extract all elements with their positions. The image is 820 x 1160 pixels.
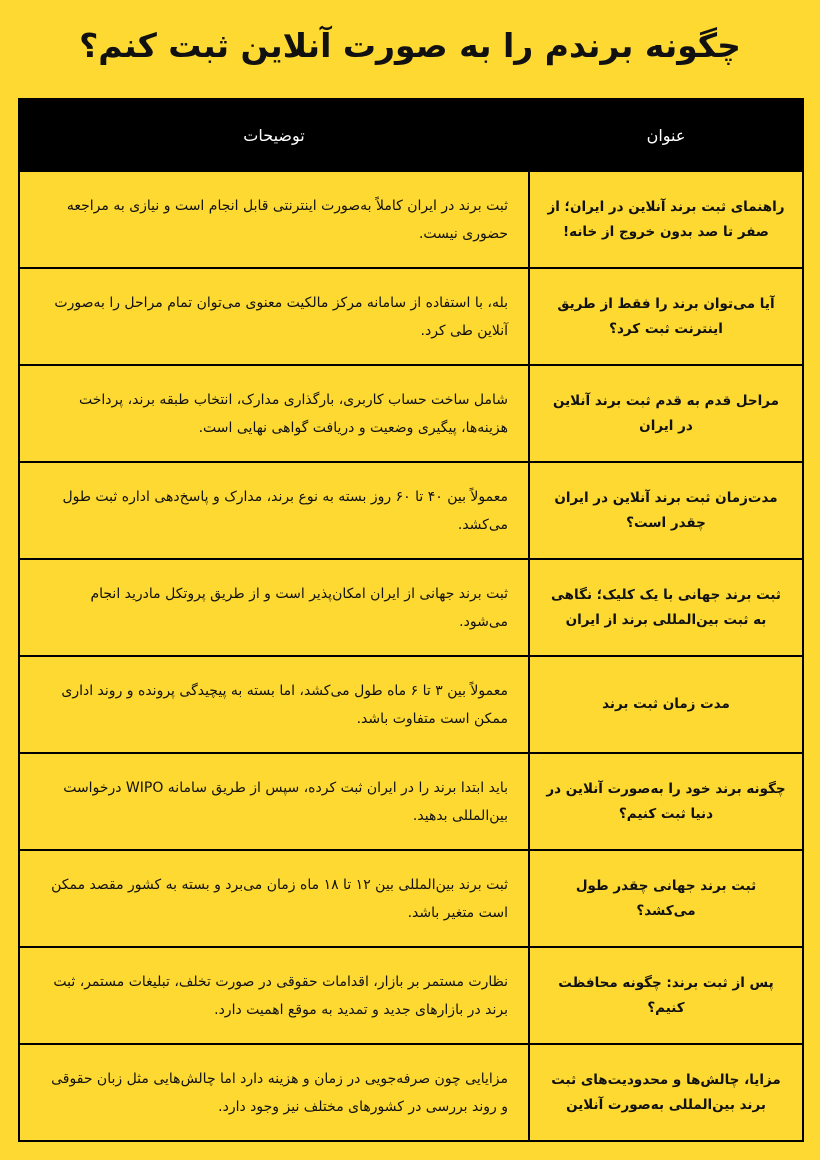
table-header-row xyxy=(19,99,803,171)
table-row xyxy=(19,268,803,365)
row-description: ثبت برند در ایران کاملاً به‌صورت اینترنتی قابل انجام است و نیازی به مراجعه حضوری نیست. xyxy=(19,171,529,268)
row-description: شامل ساخت حساب کاربری، بارگذاری مدارک، انتخاب طبقه برند، پرداخت هزینه‌ها، پیگیری وضعیت و دریافت گواهی نهایی است. xyxy=(19,365,529,462)
table-row xyxy=(19,1044,803,1141)
row-title: مدت زمان ثبت برند xyxy=(529,656,803,753)
row-title: ثبت برند جهانی با یک کلیک؛ نگاهی به ثبت بین‌المللی برند از ایران xyxy=(529,559,803,656)
table-row xyxy=(19,947,803,1044)
row-title: آیا می‌توان برند را فقط از طریق اینترنت ثبت کرد؟ xyxy=(529,268,803,365)
row-title: مزایا، چالش‌ها و محدودیت‌های ثبت برند بین‌المللی به‌صورت آنلاین xyxy=(529,1044,803,1141)
table-row xyxy=(19,656,803,753)
column-header-description: توضیحات xyxy=(19,99,529,171)
row-description: ثبت برند جهانی از ایران امکان‌پذیر است و از طریق پروتکل مادرید انجام می‌شود. xyxy=(19,559,529,656)
row-description: ثبت برند بین‌المللی بین ۱۲ تا ۱۸ ماه زمان می‌برد و بسته به کشور مقصد ممکن است متغیر باشد. xyxy=(19,850,529,947)
table-row xyxy=(19,462,803,559)
row-title: راهنمای ثبت برند آنلاین در ایران؛ از صفر تا صد بدون خروج از خانه! xyxy=(529,171,803,268)
row-description: باید ابتدا برند را در ایران ثبت کرده، سپس از طریق سامانه WIPO درخواست بین‌المللی بدهید. xyxy=(19,753,529,850)
row-title: ثبت برند جهانی چقدر طول می‌کشد؟ xyxy=(529,850,803,947)
column-header-title: عنوان xyxy=(529,99,803,171)
row-description: مزایایی چون صرفه‌جویی در زمان و هزینه دارد اما چالش‌هایی مثل زبان حقوقی و روند بررسی در کشورهای مختلف نیز وجود دارد. xyxy=(19,1044,529,1141)
table-row xyxy=(19,365,803,462)
row-title: پس از ثبت برند: چگونه محافظت کنیم؟ xyxy=(529,947,803,1044)
row-description: معمولاً بین ۳ تا ۶ ماه طول می‌کشد، اما بسته به پیچیدگی پرونده و روند اداری ممکن است متفاوت باشد. xyxy=(19,656,529,753)
table-row xyxy=(19,559,803,656)
row-title: مدت‌زمان ثبت برند آنلاین در ایران چقدر است؟ xyxy=(529,462,803,559)
row-title: چگونه برند خود را به‌صورت آنلاین در دنیا ثبت کنیم؟ xyxy=(529,753,803,850)
table-row xyxy=(19,171,803,268)
row-description: بله، با استفاده از سامانه مرکز مالکیت معنوی می‌توان تمام مراحل را به‌صورت آنلاین طی کرد. xyxy=(19,268,529,365)
row-description: معمولاً بین ۴۰ تا ۶۰ روز بسته به نوع برند، مدارک و پاسخ‌دهی اداره ثبت طول می‌کشد. xyxy=(19,462,529,559)
table-row xyxy=(19,753,803,850)
row-description: نظارت مستمر بر بازار، اقدامات حقوقی در صورت تخلف، تبلیغات مستمر، ثبت برند در بازارهای جدید و تمدید به موقع اهمیت دارد. xyxy=(19,947,529,1044)
info-table xyxy=(18,98,804,1142)
page-title: چگونه برندم را به صورت آنلاین ثبت کنم؟ xyxy=(79,26,741,65)
row-title: مراحل قدم به قدم ثبت برند آنلاین در ایران xyxy=(529,365,803,462)
table-row xyxy=(19,850,803,947)
